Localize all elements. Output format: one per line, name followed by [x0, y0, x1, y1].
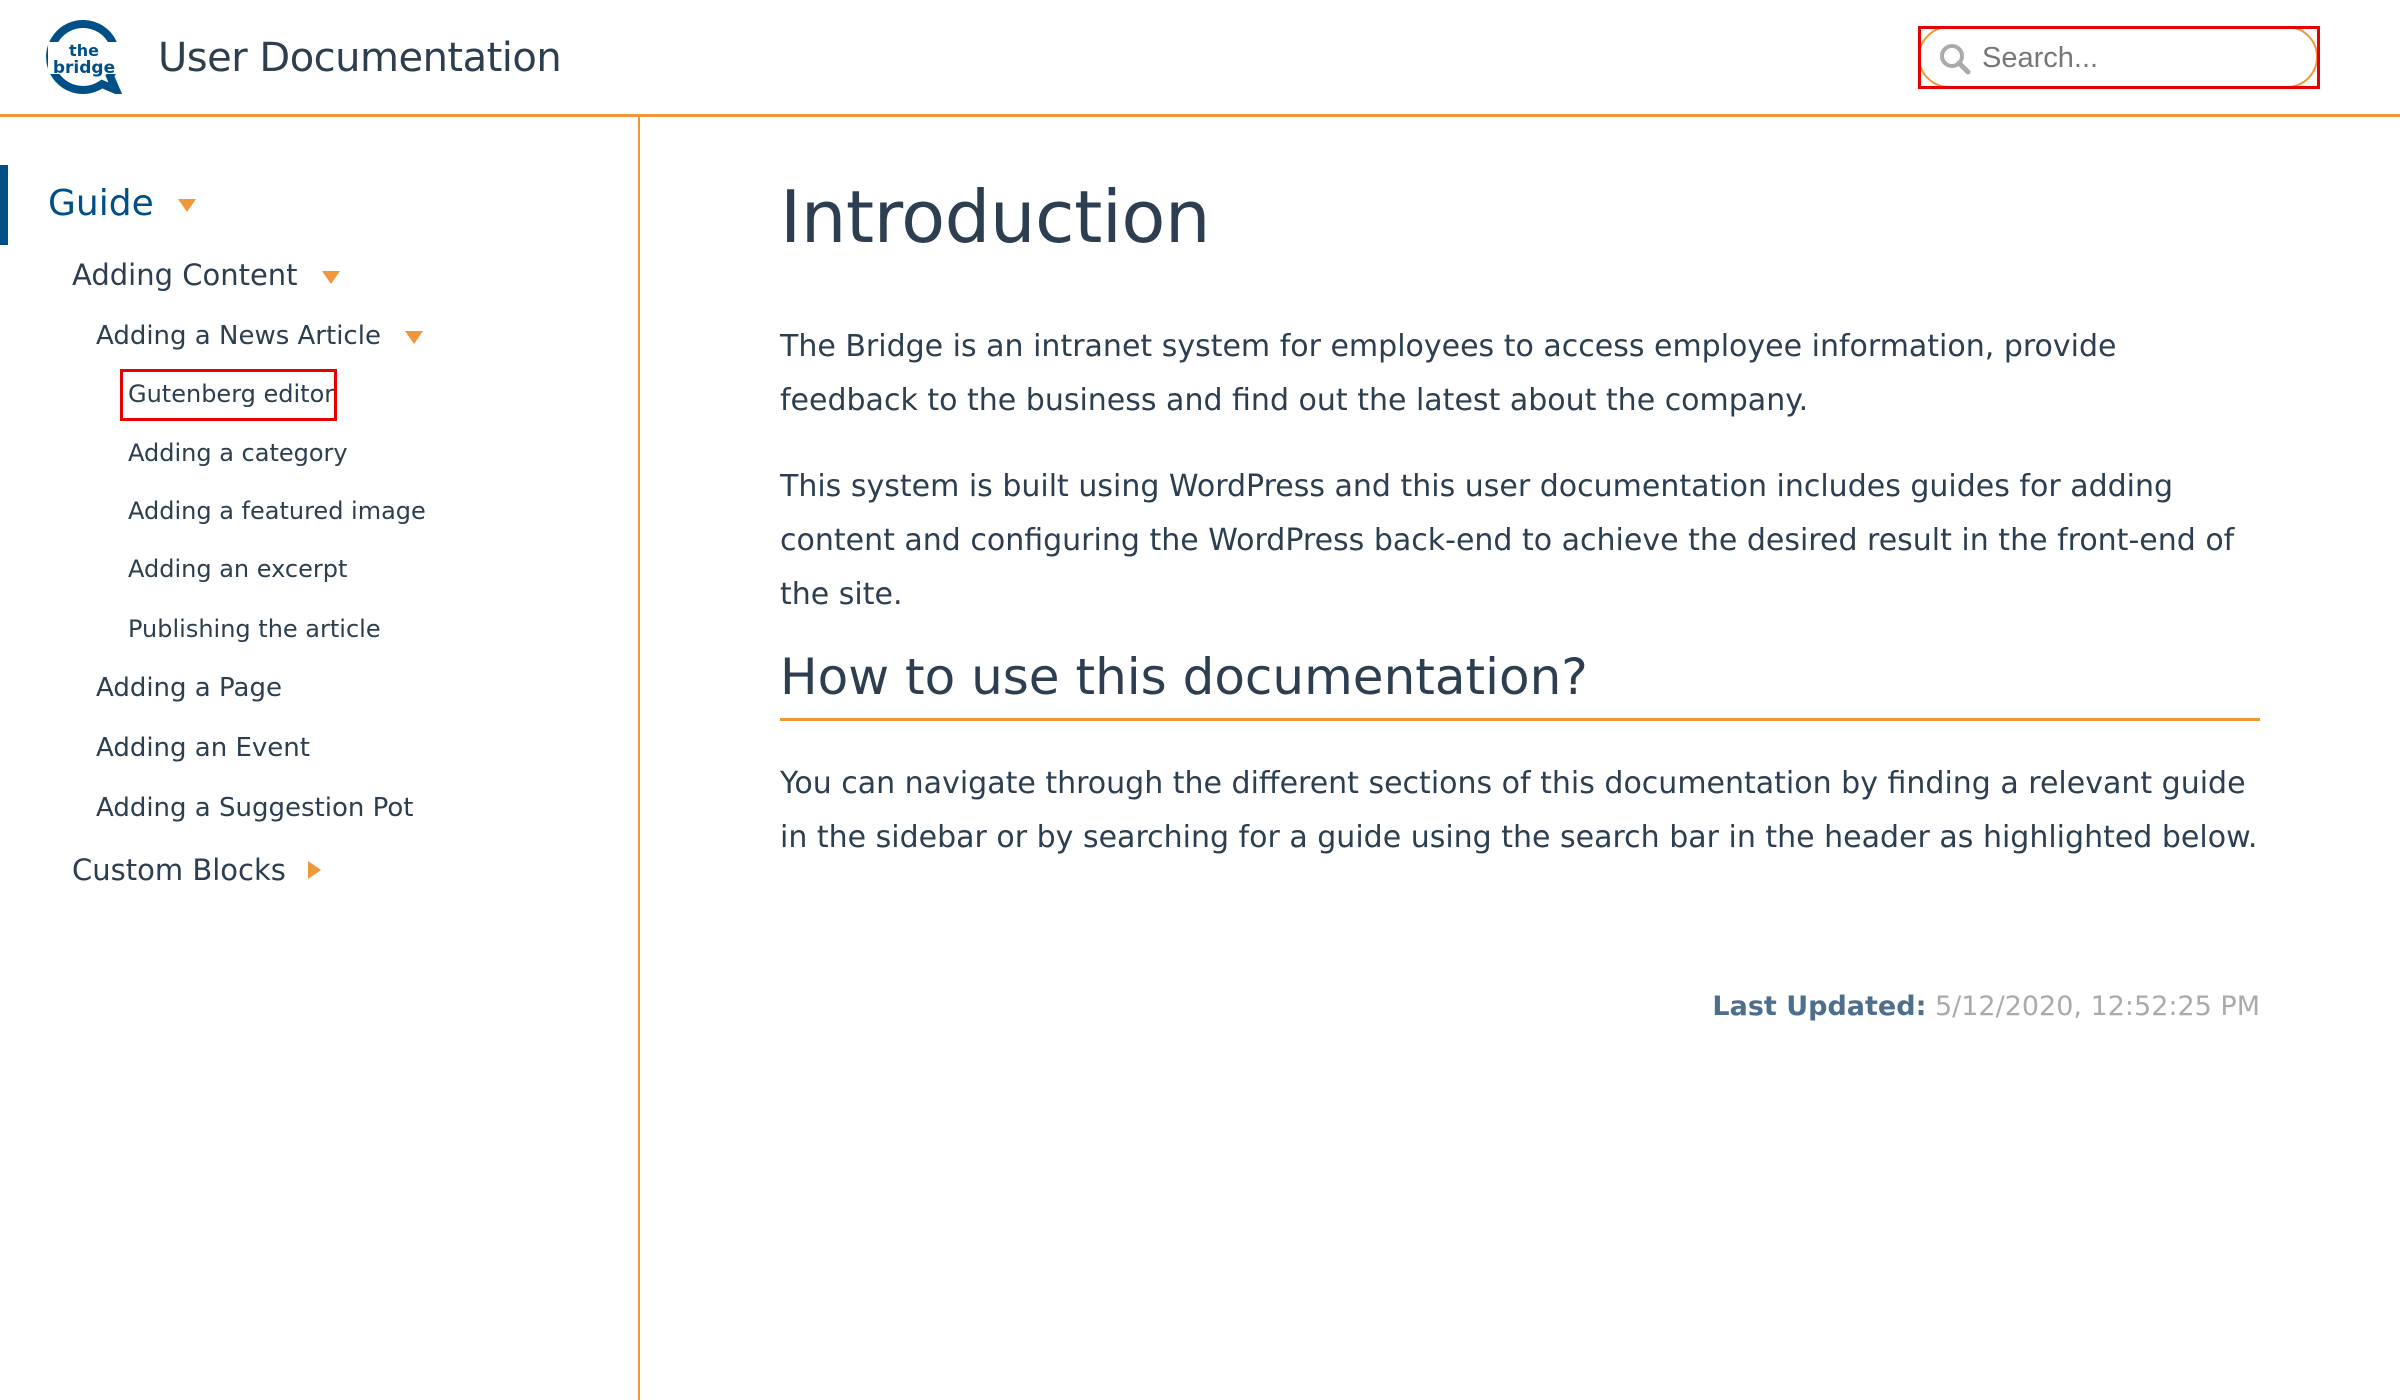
logo-icon	[44, 20, 124, 94]
sidebar-item-adding-featured-image[interactable]	[128, 496, 426, 525]
sidebar-item-adding-content[interactable]	[72, 256, 340, 292]
svg-text:bridge: bridge	[52, 58, 116, 78]
last-updated	[1712, 991, 2260, 1022]
sidebar-item-label: Adding a Page	[96, 672, 282, 703]
last-updated-label: Last Updated:	[1712, 991, 1927, 1022]
sidebar-item-publishing-article[interactable]	[128, 614, 381, 643]
caret-down-icon[interactable]	[405, 331, 423, 344]
section-paragraph: You can navigate through the different sections of this documentation by finding a relevant guide in the sidebar or by searching for a guide using the search bar in the header as highlighted below.	[780, 766, 2258, 855]
sidebar-item-custom-blocks[interactable]	[72, 851, 321, 887]
caret-right-icon[interactable]	[308, 861, 321, 879]
site-header	[0, 0, 2400, 117]
caret-down-icon[interactable]	[178, 199, 196, 212]
svg-text:the: the	[69, 41, 99, 60]
sidebar-item-guide[interactable]	[48, 181, 196, 224]
sidebar-item-label: Adding an Event	[96, 732, 310, 763]
sidebar	[0, 117, 640, 1400]
sidebar-item-label: Adding Content	[72, 258, 298, 292]
sidebar-item-adding-news-article[interactable]	[96, 320, 423, 351]
intro-paragraph-1: The Bridge is an intranet system for employees to access employee information, provide feedback to the business and find out the latest about the company.	[780, 329, 2117, 418]
sidebar-item-adding-category[interactable]	[128, 438, 348, 467]
sidebar-item-label: Gutenberg editor	[128, 380, 335, 408]
search-box[interactable]	[1918, 26, 2318, 88]
intro-paragraph-2: This system is built using WordPress and this user documentation includes guides for adding content and configuring the WordPress back-end to achieve the desired result in the front-end of the site.	[780, 469, 2235, 612]
sidebar-item-label: Guide	[48, 182, 154, 224]
sidebar-item-label: Adding a featured image	[128, 497, 426, 525]
sidebar-item-gutenberg-editor[interactable]	[128, 379, 334, 408]
sidebar-item-label: Adding a News Article	[96, 320, 381, 351]
sidebar-item-adding-suggestion-pot[interactable]	[96, 792, 413, 823]
the-bridge-logo[interactable]	[44, 20, 124, 94]
sidebar-item-label: Adding an excerpt	[128, 555, 348, 583]
search-input[interactable]	[1980, 36, 2304, 80]
page-title: Introduction	[780, 175, 1211, 259]
site-title[interactable]: User Documentation	[158, 35, 562, 81]
sidebar-item-adding-event[interactable]	[96, 732, 310, 763]
sidebar-item-adding-excerpt[interactable]	[128, 554, 347, 583]
section-heading: How to use this documentation?	[780, 640, 2260, 721]
active-indicator	[0, 165, 8, 245]
sidebar-item-label: Adding a Suggestion Pot	[96, 792, 414, 823]
sidebar-item-adding-page[interactable]	[96, 672, 282, 703]
search-icon	[1938, 42, 1972, 76]
sidebar-item-label: Custom Blocks	[72, 853, 286, 887]
sidebar-item-label: Publishing the article	[128, 615, 381, 643]
sidebar-item-label: Adding a category	[128, 439, 348, 467]
caret-down-icon[interactable]	[322, 271, 340, 284]
last-updated-value: 5/12/2020, 12:52:25 PM	[1934, 991, 2260, 1022]
